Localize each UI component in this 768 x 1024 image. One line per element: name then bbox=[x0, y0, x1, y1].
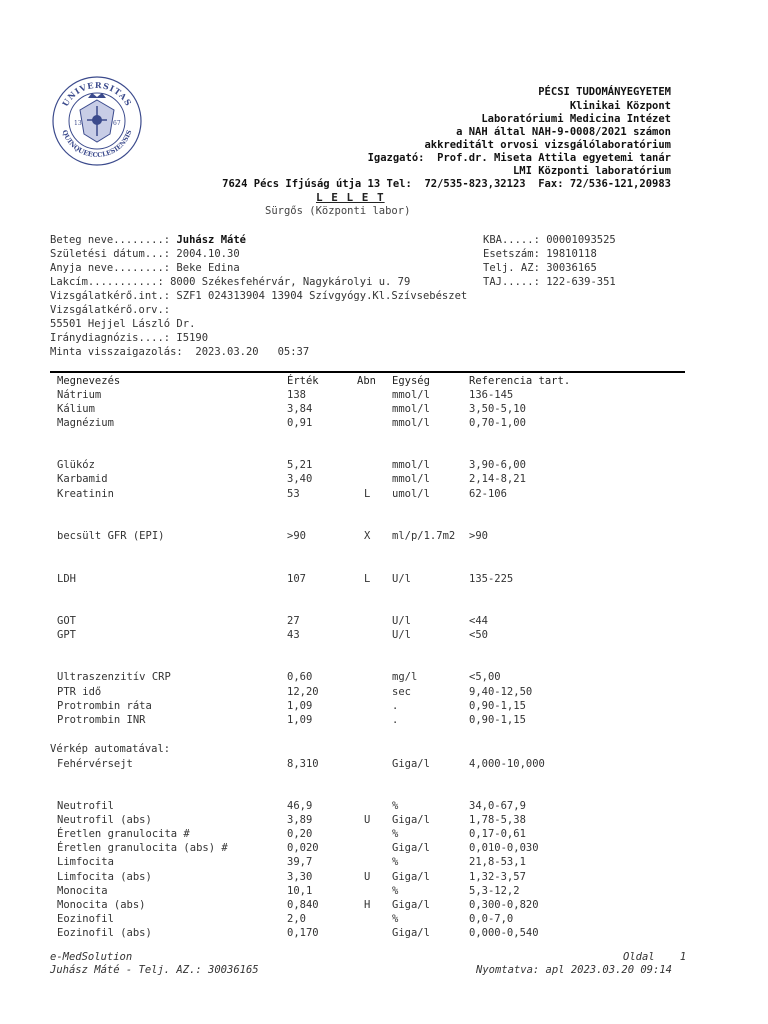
result-name: Fehérvérsejt bbox=[57, 758, 133, 770]
result-unit: mmol/l bbox=[392, 459, 430, 471]
table-row bbox=[0, 700, 768, 714]
table-row bbox=[0, 871, 768, 885]
result-name: Kálium bbox=[57, 403, 95, 415]
col-header-ref: Referencia tart. bbox=[469, 375, 571, 387]
institution-lab-type: akkreditált orvosi vizsgálólaboratórium bbox=[424, 139, 671, 151]
result-value: 3,89 bbox=[287, 814, 313, 826]
result-name: Nátrium bbox=[57, 389, 102, 401]
table-row bbox=[0, 842, 768, 856]
result-value: 138 bbox=[287, 389, 306, 401]
table-row bbox=[0, 403, 768, 417]
table-row bbox=[0, 615, 768, 629]
result-name: Protrombin ráta bbox=[57, 700, 152, 712]
col-header-abn: Abn bbox=[357, 375, 376, 387]
result-value: 10,1 bbox=[287, 885, 313, 897]
footer-patient: Juhász Máté - Telj. AZ.: 30036165 bbox=[50, 964, 259, 976]
result-name: Éretlen granulocita (abs) # bbox=[57, 842, 228, 854]
seal-numeral-left: 13 bbox=[74, 120, 82, 127]
patient-name: Juhász Máté bbox=[176, 234, 246, 246]
result-reference: 0,0-7,0 bbox=[469, 913, 514, 925]
document-title: L E L E T bbox=[316, 191, 385, 204]
taj-number: TAJ.....: 122-639-351 bbox=[483, 276, 616, 288]
result-value: 39,7 bbox=[287, 856, 313, 868]
document-subtitle: Sürgős (Központi labor) bbox=[265, 205, 411, 217]
seal-bottom-text: QUINQUEECCLESIENSIS bbox=[60, 128, 134, 160]
patient-birth: Születési dátum...: 2004.10.30 bbox=[50, 248, 240, 260]
telj-az: Telj. AZ: 30036165 bbox=[483, 262, 597, 274]
result-name: Ultraszenzitív CRP bbox=[57, 671, 171, 683]
result-flag: L bbox=[364, 573, 371, 585]
result-value: 1,09 bbox=[287, 714, 313, 726]
result-name: Eozinofil (abs) bbox=[57, 927, 152, 939]
result-unit: . bbox=[392, 714, 399, 726]
table-row bbox=[0, 417, 768, 431]
result-reference: 0,17-0,61 bbox=[469, 828, 526, 840]
result-value: 3,84 bbox=[287, 403, 313, 415]
result-unit: . bbox=[392, 700, 399, 712]
result-flag: U bbox=[364, 814, 371, 826]
institution-central-lab: LMI Központi laboratórium bbox=[512, 165, 671, 177]
table-row bbox=[0, 856, 768, 870]
table-row bbox=[0, 800, 768, 814]
kba-number: KBA.....: 00001093525 bbox=[483, 234, 616, 246]
result-reference: 3,50-5,10 bbox=[469, 403, 526, 415]
result-unit: Giga/l bbox=[392, 927, 430, 939]
result-name: LDH bbox=[57, 573, 76, 585]
table-row bbox=[0, 488, 768, 502]
result-value: 27 bbox=[287, 615, 300, 627]
result-unit: % bbox=[392, 800, 399, 812]
institution-name: PÉCSI TUDOMÁNYEGYETEM bbox=[538, 86, 671, 98]
result-unit: ml/p/1.7m2 bbox=[392, 530, 456, 542]
result-name: Kreatinin bbox=[57, 488, 114, 500]
table-row bbox=[0, 686, 768, 700]
result-reference: 1,78-5,38 bbox=[469, 814, 526, 826]
result-unit: sec bbox=[392, 686, 411, 698]
result-flag: H bbox=[364, 899, 371, 911]
patient-address: Lakcím...........: 8000 Székesfehérvár, Nagykárolyi u. 79 bbox=[50, 276, 411, 288]
table-row bbox=[0, 899, 768, 913]
seal-top-text: UNIVERSITAS bbox=[59, 79, 135, 109]
case-number: Esetszám: 19810118 bbox=[483, 248, 597, 260]
table-row bbox=[0, 671, 768, 685]
result-flag: X bbox=[364, 530, 371, 542]
result-reference: <50 bbox=[469, 629, 488, 641]
table-row bbox=[0, 573, 768, 587]
result-reference: 0,70-1,00 bbox=[469, 417, 526, 429]
result-name: Limfocita (abs) bbox=[57, 871, 152, 883]
result-unit: mmol/l bbox=[392, 389, 430, 401]
result-unit: Giga/l bbox=[392, 842, 430, 854]
result-value: 1,09 bbox=[287, 700, 313, 712]
institution-director: Igazgató: Prof.dr. Miseta Attila egyetemi tanár bbox=[367, 152, 671, 164]
institution-accreditation: a NAH által NAH-9-0008/2021 számon bbox=[456, 126, 671, 138]
result-unit: % bbox=[392, 913, 399, 925]
result-reference: 0,300-0,820 bbox=[469, 899, 539, 911]
result-value: 0,60 bbox=[287, 671, 313, 683]
result-unit: mmol/l bbox=[392, 417, 430, 429]
table-row bbox=[0, 629, 768, 643]
result-unit: % bbox=[392, 885, 399, 897]
result-reference: 0,010-0,030 bbox=[469, 842, 539, 854]
result-unit: umol/l bbox=[392, 488, 430, 500]
result-value: 43 bbox=[287, 629, 300, 641]
footer-printed: Nyomtatva: apl 2023.03.20 09:14 bbox=[476, 964, 672, 976]
patient-mother: Anyja neve........: Beke Edina bbox=[50, 262, 240, 274]
institution-center: Klinikai Központ bbox=[569, 100, 671, 112]
result-reference: 0,90-1,15 bbox=[469, 714, 526, 726]
col-header-name: Megnevezés bbox=[57, 375, 121, 387]
result-value: 3,40 bbox=[287, 473, 313, 485]
patient-name-label: Beteg neve........: bbox=[50, 234, 171, 246]
result-reference: 21,8-53,1 bbox=[469, 856, 526, 868]
table-row bbox=[0, 473, 768, 487]
result-reference: 0,000-0,540 bbox=[469, 927, 539, 939]
result-flag: L bbox=[364, 488, 371, 500]
institution-address: 7624 Pécs Ifjúság útja 13 Tel: 72/535-823,32123 Fax: 72/536-121,20983 bbox=[222, 178, 671, 190]
result-reference: >90 bbox=[469, 530, 488, 542]
result-name: Eozinofil bbox=[57, 913, 114, 925]
result-unit: Giga/l bbox=[392, 814, 430, 826]
result-value: 8,310 bbox=[287, 758, 319, 770]
result-reference: 9,40-12,50 bbox=[469, 686, 533, 698]
result-reference: 0,90-1,15 bbox=[469, 700, 526, 712]
table-row bbox=[0, 714, 768, 728]
table-row bbox=[0, 389, 768, 403]
result-value: 2,0 bbox=[287, 913, 306, 925]
requester-institution: Vizsgálatkérő.int.: SZF1 024313904 13904 Szívgyógy.Kl.Szívsebészet bbox=[50, 290, 468, 302]
result-unit: Giga/l bbox=[392, 758, 430, 770]
result-name: Protrombin INR bbox=[57, 714, 146, 726]
table-top-rule bbox=[50, 371, 685, 373]
university-seal bbox=[52, 76, 142, 166]
result-reference: 135-225 bbox=[469, 573, 514, 585]
result-unit: mg/l bbox=[392, 671, 418, 683]
result-unit: U/l bbox=[392, 573, 411, 585]
result-name: Magnézium bbox=[57, 417, 114, 429]
table-row bbox=[0, 885, 768, 899]
result-name: Éretlen granulocita # bbox=[57, 828, 190, 840]
result-flag: U bbox=[364, 871, 371, 883]
result-reference: 2,14-8,21 bbox=[469, 473, 526, 485]
seal-numeral-right: 67 bbox=[113, 120, 121, 127]
result-reference: 136-145 bbox=[469, 389, 514, 401]
result-value: 5,21 bbox=[287, 459, 313, 471]
result-unit: Giga/l bbox=[392, 871, 430, 883]
table-row bbox=[0, 758, 768, 772]
table-row bbox=[0, 913, 768, 927]
result-value: 107 bbox=[287, 573, 306, 585]
result-value: 3,30 bbox=[287, 871, 313, 883]
patient-name-row bbox=[50, 233, 246, 247]
result-reference: <5,00 bbox=[469, 671, 501, 683]
result-name: Neutrofil bbox=[57, 800, 114, 812]
result-reference: 5,3-12,2 bbox=[469, 885, 520, 897]
footer-page: Oldal 1 bbox=[623, 951, 687, 963]
result-value: 53 bbox=[287, 488, 300, 500]
result-name: PTR idő bbox=[57, 686, 102, 698]
result-reference: 34,0-67,9 bbox=[469, 800, 526, 812]
result-name: GOT bbox=[57, 615, 76, 627]
result-unit: Giga/l bbox=[392, 899, 430, 911]
sample-confirmation: Minta visszaigazolás: 2023.03.20 05:37 bbox=[50, 346, 310, 358]
requester-doctor: 55501 Hejjel László Dr. bbox=[50, 318, 196, 330]
result-value: 0,91 bbox=[287, 417, 313, 429]
result-value: >90 bbox=[287, 530, 306, 542]
table-row bbox=[0, 814, 768, 828]
result-value: 0,170 bbox=[287, 927, 319, 939]
result-reference: 1,32-3,57 bbox=[469, 871, 526, 883]
institution-institute: Laboratóriumi Medicina Intézet bbox=[481, 113, 671, 125]
result-value: 0,020 bbox=[287, 842, 319, 854]
result-name: Monocita bbox=[57, 885, 108, 897]
result-unit: % bbox=[392, 856, 399, 868]
result-unit: % bbox=[392, 828, 399, 840]
result-value: 0,840 bbox=[287, 899, 319, 911]
result-name: Glükóz bbox=[57, 459, 95, 471]
result-reference: <44 bbox=[469, 615, 488, 627]
result-reference: 4,000-10,000 bbox=[469, 758, 545, 770]
diagnosis: Iránydiagnózis....: I5190 bbox=[50, 332, 209, 344]
result-name: Monocita (abs) bbox=[57, 899, 146, 911]
result-unit: mmol/l bbox=[392, 473, 430, 485]
result-value: 46,9 bbox=[287, 800, 313, 812]
col-header-unit: Egység bbox=[392, 375, 430, 387]
result-unit: mmol/l bbox=[392, 403, 430, 415]
result-name: becsült GFR (EPI) bbox=[57, 530, 165, 542]
section-label-bloodcount: Vérkép automatával: bbox=[50, 743, 171, 755]
col-header-value: Érték bbox=[287, 375, 319, 387]
result-reference: 3,90-6,00 bbox=[469, 459, 526, 471]
result-value: 12,20 bbox=[287, 686, 319, 698]
result-value: 0,20 bbox=[287, 828, 313, 840]
result-name: GPT bbox=[57, 629, 76, 641]
table-row bbox=[0, 927, 768, 941]
result-name: Limfocita bbox=[57, 856, 114, 868]
result-name: Neutrofil (abs) bbox=[57, 814, 152, 826]
result-name: Karbamid bbox=[57, 473, 108, 485]
table-row bbox=[0, 530, 768, 544]
result-unit: U/l bbox=[392, 629, 411, 641]
result-unit: U/l bbox=[392, 615, 411, 627]
footer-software: e-MedSolution bbox=[50, 951, 133, 963]
result-reference: 62-106 bbox=[469, 488, 507, 500]
table-row bbox=[0, 459, 768, 473]
requester-doctor-label: Vizsgálatkérő.orv.: bbox=[50, 304, 171, 316]
table-row bbox=[0, 828, 768, 842]
